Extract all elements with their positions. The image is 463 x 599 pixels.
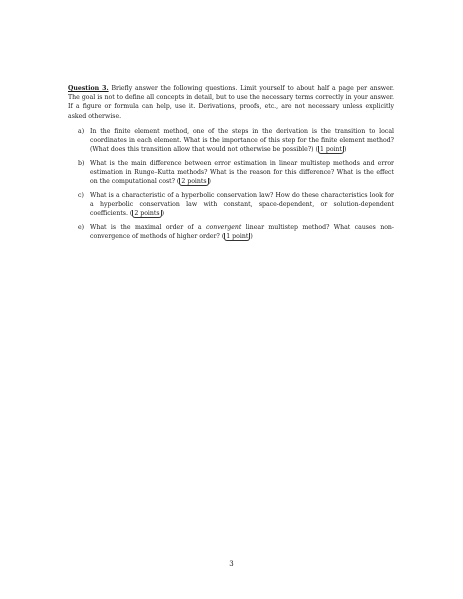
item-label: c) — [78, 192, 84, 200]
points-label: 2 points — [134, 210, 160, 218]
item-text: What is the main difference between error estimation in linear multistep methods and error estimation in Runge–Kutta methods? What is the reason for this difference? What is the effect on the computational cost? ( 2 points ) — [90, 159, 394, 186]
item-body-emphasis: convergent — [206, 224, 242, 232]
item-label: a) — [78, 127, 85, 135]
page-number: 3 — [229, 560, 234, 568]
question-items — [68, 127, 394, 242]
item-body: What is the main difference between error estimation in linear multistep methods and error estimation in Runge–Kutta methods? What is the reason for this difference? What is the effect on the computational cost? — [90, 159, 394, 186]
item-body: In the finite element method, one of the steps in the derivation is the transition to local coordinates in each element. What is the importance of this step for the finite element method? (What does this transition allow that would not otherwise be possible?) — [90, 127, 394, 154]
question-block — [68, 84, 394, 246]
question-item-b — [68, 159, 394, 187]
item-body: What is a characteristic of a hyperbolic conservation law? How do these characteristics look for a hyperbolic conservation law with constant, space-dependent, or solution-dependent coefficients. — [90, 192, 394, 218]
item-label: b) — [78, 159, 85, 167]
points-label: 1 point — [226, 233, 249, 241]
question-intro-text: Briefly answer the following questions. Limit yourself to about half a page per answer. The goal is not to define all concepts in detail, but to use the necessary terms correctly in your answer. If a figure or formula can help, use it. Derivations, proofs, etc., are not necessary unless explicitly asked otherwise. — [68, 85, 394, 120]
item-text: In the finite element method, one of the steps in the derivation is the transition to local coordinates in each element. What is the importance of this step for the finite element method? (What does this transition allow that would not otherwise be possible?) ( 1 point ) — [90, 127, 394, 154]
points-label: 1 point — [319, 146, 342, 154]
question-item-a — [68, 127, 394, 155]
question-heading: Question 3. — [68, 85, 109, 92]
item-body-start: What is the maximal order of a — [90, 224, 207, 232]
question-intro — [68, 84, 394, 121]
points-label: 2 points — [181, 178, 207, 186]
item-text: What is a characteristic of a hyperbolic conservation law? How do these characteristics look for a hyperbolic conservation law with constant, space-dependent, or solution-dependent coefficients. ( 2 points ) — [90, 192, 394, 218]
item-text: What is the maximal order of a convergent linear multistep method? What causes non-convergence of methods of higher order? ( 1 point ) — [90, 224, 394, 241]
item-body-end: linear multistep method? What causes non-convergence of methods of higher order? — [90, 224, 394, 241]
question-item-e — [68, 223, 394, 241]
item-label: e) — [78, 224, 85, 232]
question-item-c — [68, 191, 394, 219]
